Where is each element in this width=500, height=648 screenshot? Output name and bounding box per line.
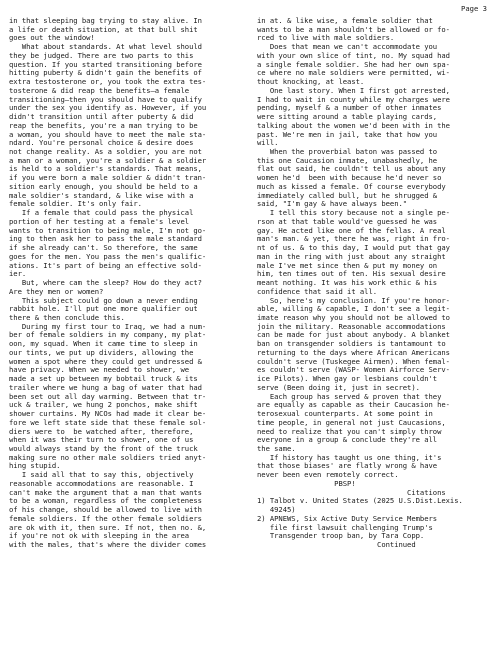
text-line: made a set up between my bobtail truck & its (9, 374, 198, 384)
text-line: nt of us. & to this day, I would put that gay (257, 243, 450, 253)
text-line: What about standards. At what level should (9, 42, 202, 52)
text-line: trailer where we hung a bag of water that had (9, 382, 202, 392)
text-line: a single female soldier. She had her own spa- (257, 59, 450, 69)
text-line: with the males, that's where the divider comes (9, 540, 207, 550)
text-line: rabbit hole. I'll put one more qualifier out (9, 304, 198, 314)
text-line: ber of female soldiers in my company, my plat- (9, 330, 207, 340)
text-line: can be made for just about anybody. A blanket (257, 330, 450, 340)
left-text-column (9, 17, 206, 550)
text-line: hing stupid. (9, 461, 61, 471)
text-line: female soldier. It's only fair. (9, 199, 142, 209)
text-line: rced to live with male soldiers. (257, 33, 395, 43)
text-line: es couldn't serve (WASP- Women Airforce Serv- (257, 365, 450, 375)
text-line: Transgender troop ban, by Tara Copp. (257, 531, 425, 541)
text-line: making sure no other male soldiers tried anyt- (9, 452, 207, 462)
text-line: diers were to be watched after, therefore, (9, 426, 194, 436)
text-line: reap the benefits, you're a man trying to be (9, 120, 198, 130)
text-line: pending, myself & a number of other inmates (257, 103, 442, 113)
text-line: need to realize that you can't simply throw (257, 426, 442, 436)
text-line: the same. (257, 443, 296, 453)
text-line: immediately called bull, but he shrugged & (257, 190, 438, 200)
text-line: But, where cam the sleep? How do they act? (9, 278, 202, 288)
text-line: man in the ring with just about any straight (257, 251, 446, 261)
text-line: this one Caucasion inmate, unabashedly, he (257, 155, 438, 165)
text-line: reasonable accommodations are reasonable. I (9, 478, 194, 488)
text-line: are ok with it, then sure. If not, then no. &, (9, 522, 207, 532)
text-line: shower curtains. My NCOs had made it clear be- (9, 409, 207, 419)
text-line: everyone in a group & conclude they're all (257, 435, 438, 445)
text-line: are equally as capable as their Caucasion he- (257, 400, 450, 410)
text-line: ban on transgender soldiers is tantamount to (257, 339, 446, 349)
text-line: wants to be a man shouldn't be allowed or fo- (257, 24, 450, 34)
text-line: to be a woman, regardless of the completeness (9, 496, 202, 506)
text-line: Continued (257, 540, 416, 550)
text-line: women a spot where they could get undressed & (9, 356, 202, 366)
text-line: when it was their turn to shower, one of us (9, 435, 194, 445)
text-line: meant nothing. It was his work ethic & his (257, 278, 438, 288)
text-line: ing to then ask her to pass the male standard (9, 234, 202, 244)
text-line: able, willing & capable, I don't see a legit- (257, 304, 450, 314)
text-line: thout knocking, at least. (257, 77, 365, 87)
text-line: flat out said, he couldn't tell us about any (257, 164, 446, 174)
text-line: This subject could go down a never ending (9, 295, 198, 305)
text-line: of his change, should be allowed to live with (9, 505, 202, 515)
text-line: If a female that could pass the physical (9, 208, 194, 218)
text-line: 49245) (257, 505, 296, 515)
text-line: can't make the argument that a man that wants (9, 487, 202, 497)
text-line: goes out the window! (9, 33, 95, 43)
text-line: didn't transition until after puberty & did (9, 112, 194, 122)
text-line: man's man. & yet, there he was, right in fro- (257, 234, 450, 244)
text-line: Citations (257, 487, 446, 497)
text-line: goes for the men. You pass the men's qualific- (9, 251, 207, 261)
page-number: Page 3 (461, 4, 487, 13)
text-line: male soldier's standard, & like wise with a (9, 190, 194, 200)
text-line: our tints, we put up dividers, allowing the (9, 347, 194, 357)
text-line: in at. & like wise, a female soldier that (257, 16, 433, 25)
text-line: if you're not ok with sleeping in the area (9, 531, 190, 541)
text-line: PBSP! (257, 478, 356, 488)
text-line: One last story. When I first got arrested, (257, 85, 450, 95)
text-line: If history has taught us one thing, it's (257, 452, 442, 462)
text-line: much as kissed a female. Of course everybody (257, 181, 446, 191)
text-line: file first lawsuit challenging Trump's (257, 522, 433, 532)
text-line: ndard. You're personal choice & desire does (9, 138, 194, 148)
text-line: During my first tour to Iraq, we had a num- (9, 321, 207, 331)
text-line: I said all that to say this, objectively (9, 470, 194, 480)
text-line: there & then conclude this. (9, 312, 125, 322)
text-line: with your own slice of tint, no. My squad had (257, 50, 450, 60)
text-line: time people, in general not just Caucasions, (257, 417, 446, 427)
text-line: Each group has served & proven that they (257, 391, 442, 401)
text-line: extra testosterone or, you took the extra tes- (9, 77, 207, 87)
text-line: 1) Talbot v. United States (2025 U.S.Dist.Lexis. (257, 496, 463, 506)
text-line: question. If you started transitioning before (9, 59, 202, 69)
text-line: under the sex you identify as. However, if you (9, 103, 207, 113)
text-line: female soldiers. If the other female soldiers (9, 513, 202, 523)
text-line: if you were born a male soldier & didn't tran- (9, 173, 207, 183)
text-line: is held to a soldier's standards. That means, (9, 164, 202, 174)
text-line: Are they men or women? (9, 286, 104, 296)
text-line: ce where no male soldiers were permitted, wi- (257, 68, 450, 78)
text-line: When the proverbial baton was passed to (257, 147, 438, 157)
text-line: a woman, you should have to meet the male sta- (9, 129, 207, 139)
text-line: tosterone & did reap the benefits—a female (9, 85, 190, 95)
text-line: portion of her testing at a female's level (9, 216, 190, 226)
text-line: in that sleeping bag trying to stay alive. In (9, 16, 202, 25)
text-line: been set out all day warming. Between that tr- (9, 391, 207, 401)
text-line: I had to wait in county while my charges were (257, 94, 450, 104)
text-line: that those biases' are flatly wrong & have (257, 461, 438, 471)
text-line: male I've met since then & put my money on (257, 260, 438, 270)
text-line: were sitting around a table playing cards, (257, 112, 438, 122)
text-line: ice Pilots). When gay or lesbians couldn't (257, 374, 438, 384)
text-line: I tell this story because not a single pe- (257, 208, 450, 218)
text-line: never been even remotely correct. (257, 470, 399, 480)
text-line: sition early enough, you should be held to a (9, 181, 198, 191)
text-line: So, here's my conclusion. If you're honor- (257, 295, 450, 305)
text-line: gay. He acted like one of the fellas. A real (257, 225, 446, 235)
text-line: would always stand by the front of the truck (9, 443, 198, 453)
text-line: fore we left state side that these female sol- (9, 417, 207, 427)
text-line: ations. It's part of being an effective sold- (9, 260, 202, 270)
text-line: a life or death situation, at that bull shit (9, 24, 198, 34)
text-line: 2) APNEWS, Six Active Duty Service Members (257, 513, 438, 523)
text-line: said, "I'm gay & have always been." (257, 199, 408, 209)
text-line: couldn't serve (Tuskegee Airmen). When femal- (257, 356, 450, 366)
text-line: if she already can't. So therefore, the same (9, 243, 198, 253)
text-line: returning to the days where African Americans (257, 347, 450, 357)
text-line: join the military. Reasonable accommodations (257, 321, 446, 331)
text-line: hitting puberty & didn't gain the benefits of (9, 68, 202, 78)
text-line: rson at that table would've guessed he was (257, 216, 438, 226)
text-line: have privacy. When we needed to shower, we (9, 365, 190, 375)
text-line: women he'd been with because he'd never so (257, 173, 442, 183)
text-line: confidence that said it all. (257, 286, 378, 296)
text-line: a man or a woman, you're a soldier & a soldier (9, 155, 207, 165)
text-line: Does that mean we can't accommodate you (257, 42, 438, 52)
text-line: uck & trailer, we hung 2 ponchos, make shift (9, 400, 198, 410)
text-line: oon, my squad. When it came time to sleep in (9, 339, 198, 349)
text-line: past. We're men in jail, take that how you (257, 129, 438, 139)
text-line: not change reality. As a soldier, you are not (9, 147, 202, 157)
text-line: him, ten times out of ten. His sexual desire (257, 269, 446, 279)
text-line: transitioning—then you should have to qualify (9, 94, 202, 104)
text-line: ier. (9, 269, 27, 279)
text-line: terosexual counterparts. At some point in (257, 409, 433, 419)
right-text-column (257, 17, 463, 550)
text-line: wants to transition to being male, I'm not go- (9, 225, 207, 235)
text-line: they be judged. There are two parts to this (9, 50, 194, 60)
text-line: serve (Been doing it, just in secret). (257, 382, 420, 392)
text-line: will. (257, 138, 279, 148)
text-line: talking about the women we'd been with in the (257, 120, 450, 130)
text-line: imate reason why you should not be allowed to (257, 312, 450, 322)
